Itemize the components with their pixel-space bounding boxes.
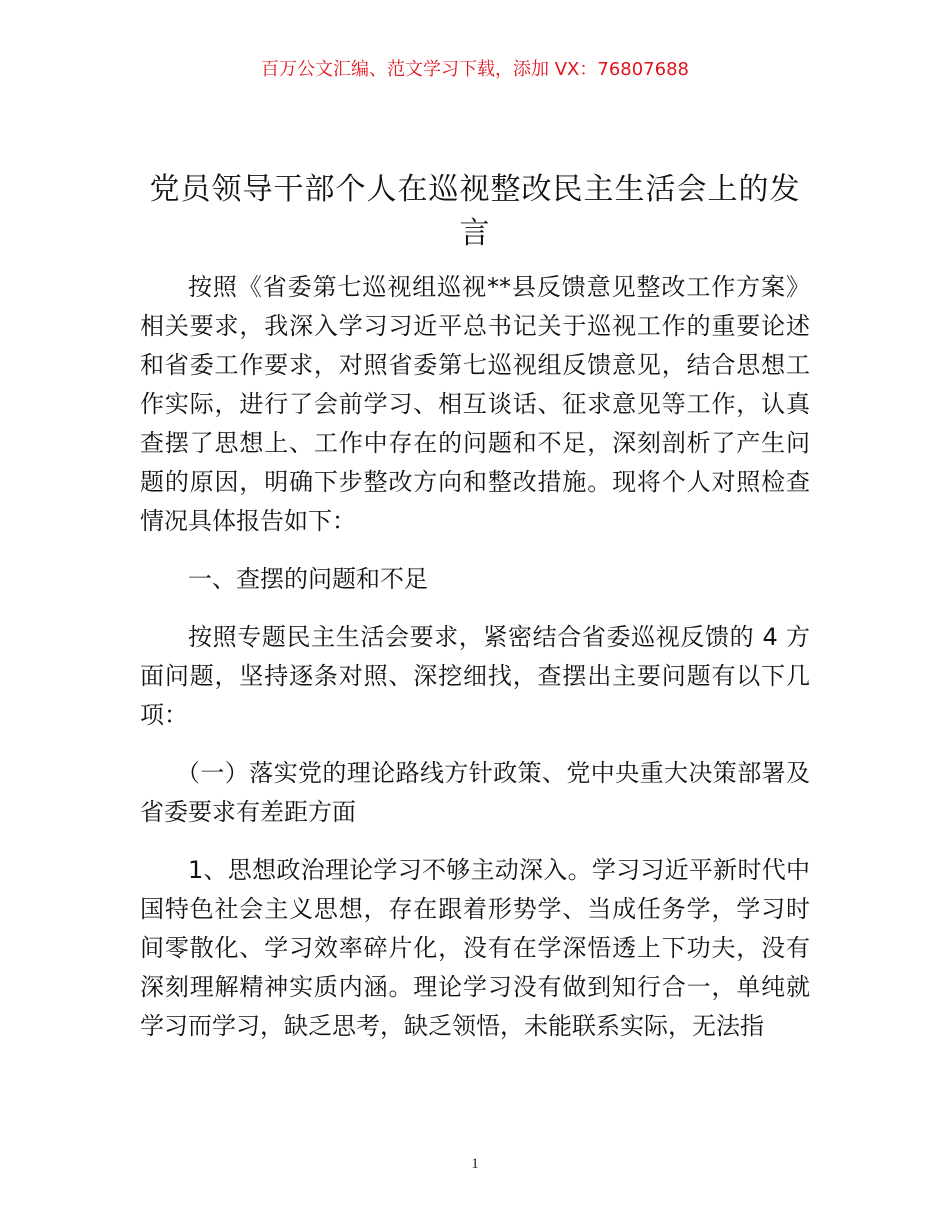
document-body — [140, 268, 810, 1065]
header-banner: 百万公文汇编、范文学习下载，添加 VX：76807688 — [261, 59, 689, 80]
document-title: 党员领导干部个人在巡视整改民主生活会上的发言 — [149, 172, 801, 251]
subsection-one-heading: （一）落实党的理论路线方针政策、党中央重大决策部署及省委要求有差距方面 — [140, 759, 810, 826]
intro-paragraph: 按照《省委第七巡视组巡视**县反馈意见整改工作方案》相关要求，我深入学习习近平总书记关于巡视工作的重要论述和省委工作要求，对照省委第七巡视组反馈意见，结合思想工作实际，进行了会前学习、相互谈话、征求意见等工作，认真查摆了思想上、工作中存在的问题和不足，深刻剖析了产生问题的原因，明确下步整改方向和整改措施。现将个人对照检查情况具体报告如下： — [140, 273, 810, 535]
page-number: 1 — [471, 1156, 479, 1172]
section-one-heading: 一、查摆的问题和不足 — [188, 565, 428, 593]
item-one-paragraph: 1、思想政治理论学习不够主动深入。学习习近平新时代中国特色社会主义思想，存在跟着形势学、当成任务学，学习时间零散化、学习效率碎片化，没有在学深悟透上下功夫，没有深刻理解精神实质内涵。理论学习没有做到知行合一，单纯就学习而学习，缺乏思考，缺乏领悟，未能联系实际，无法指 — [140, 856, 810, 1040]
section-one-intro-paragraph: 按照专题民主生活会要求，紧密结合省委巡视反馈的 4 方面问题，坚持逐条对照、深挖细找，查摆出主要问题有以下几项： — [140, 623, 810, 729]
